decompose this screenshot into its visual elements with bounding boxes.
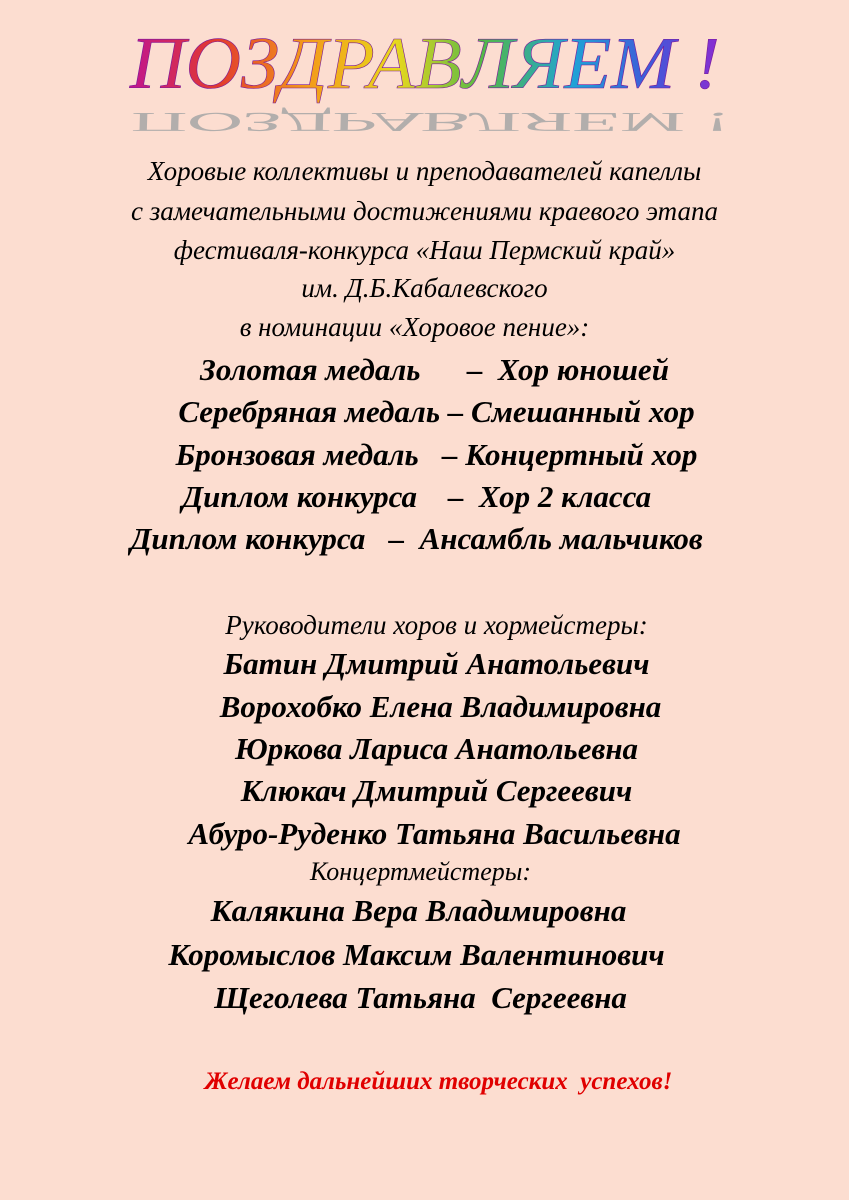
headline [100,18,740,138]
wish-text: Желаем дальнейших творческих успехов! [204,1068,673,1095]
headline-wordart [100,18,740,138]
intro-line: Хоровые коллективы и преподавателей капеллы [147,156,702,186]
leader-name: Клюкач Дмитрий Сергеевич [240,773,633,808]
accompanist-name: Щеголева Татьяна Сергеевна [214,980,627,1015]
award-line: Серебряная медаль – Смешанный хор [178,394,695,429]
accompanist-name: Калякина Вера Владимировна [210,893,627,928]
intro-line: с замечательными достижениями краевого этапа [131,196,718,226]
award-line: Бронзовая медаль – Концертный хор [175,437,698,472]
intro-line: в номинации «Хоровое пение»: [239,312,590,342]
leader-name: Батин Дмитрий Анатольевич [223,646,650,681]
headline-text: ПОЗДРАВЛЯЕМ ! [128,23,720,105]
intro-line: им. Д.Б.Кабалевского [301,273,548,303]
leader-name: Юркова Лариса Анатольевна [234,731,639,766]
leader-name: Абуро-Руденко Татьяна Васильевна [188,816,681,851]
award-line: Диплом конкурса – Хор 2 класса [181,479,652,514]
headline-shadow-text: ПОЗДРАВЛЯЕМ ! [121,107,691,138]
award-line: Диплом конкурса – Ансамбль мальчиков [130,521,703,556]
accompanists-heading: Концертмейстеры: [309,857,532,886]
leader-name: Ворохобко Елена Владимировна [219,689,662,724]
accompanist-name: Коромыслов Максим Валентинович [168,937,665,972]
award-line: Золотая медаль – Хор юношей [200,352,669,387]
leaders-heading: Руководители хоров и хормейстеры: [225,610,648,640]
headline-shadow [120,107,737,137]
intro-line: фестиваля-конкурса «Наш Пермский край» [173,235,676,265]
